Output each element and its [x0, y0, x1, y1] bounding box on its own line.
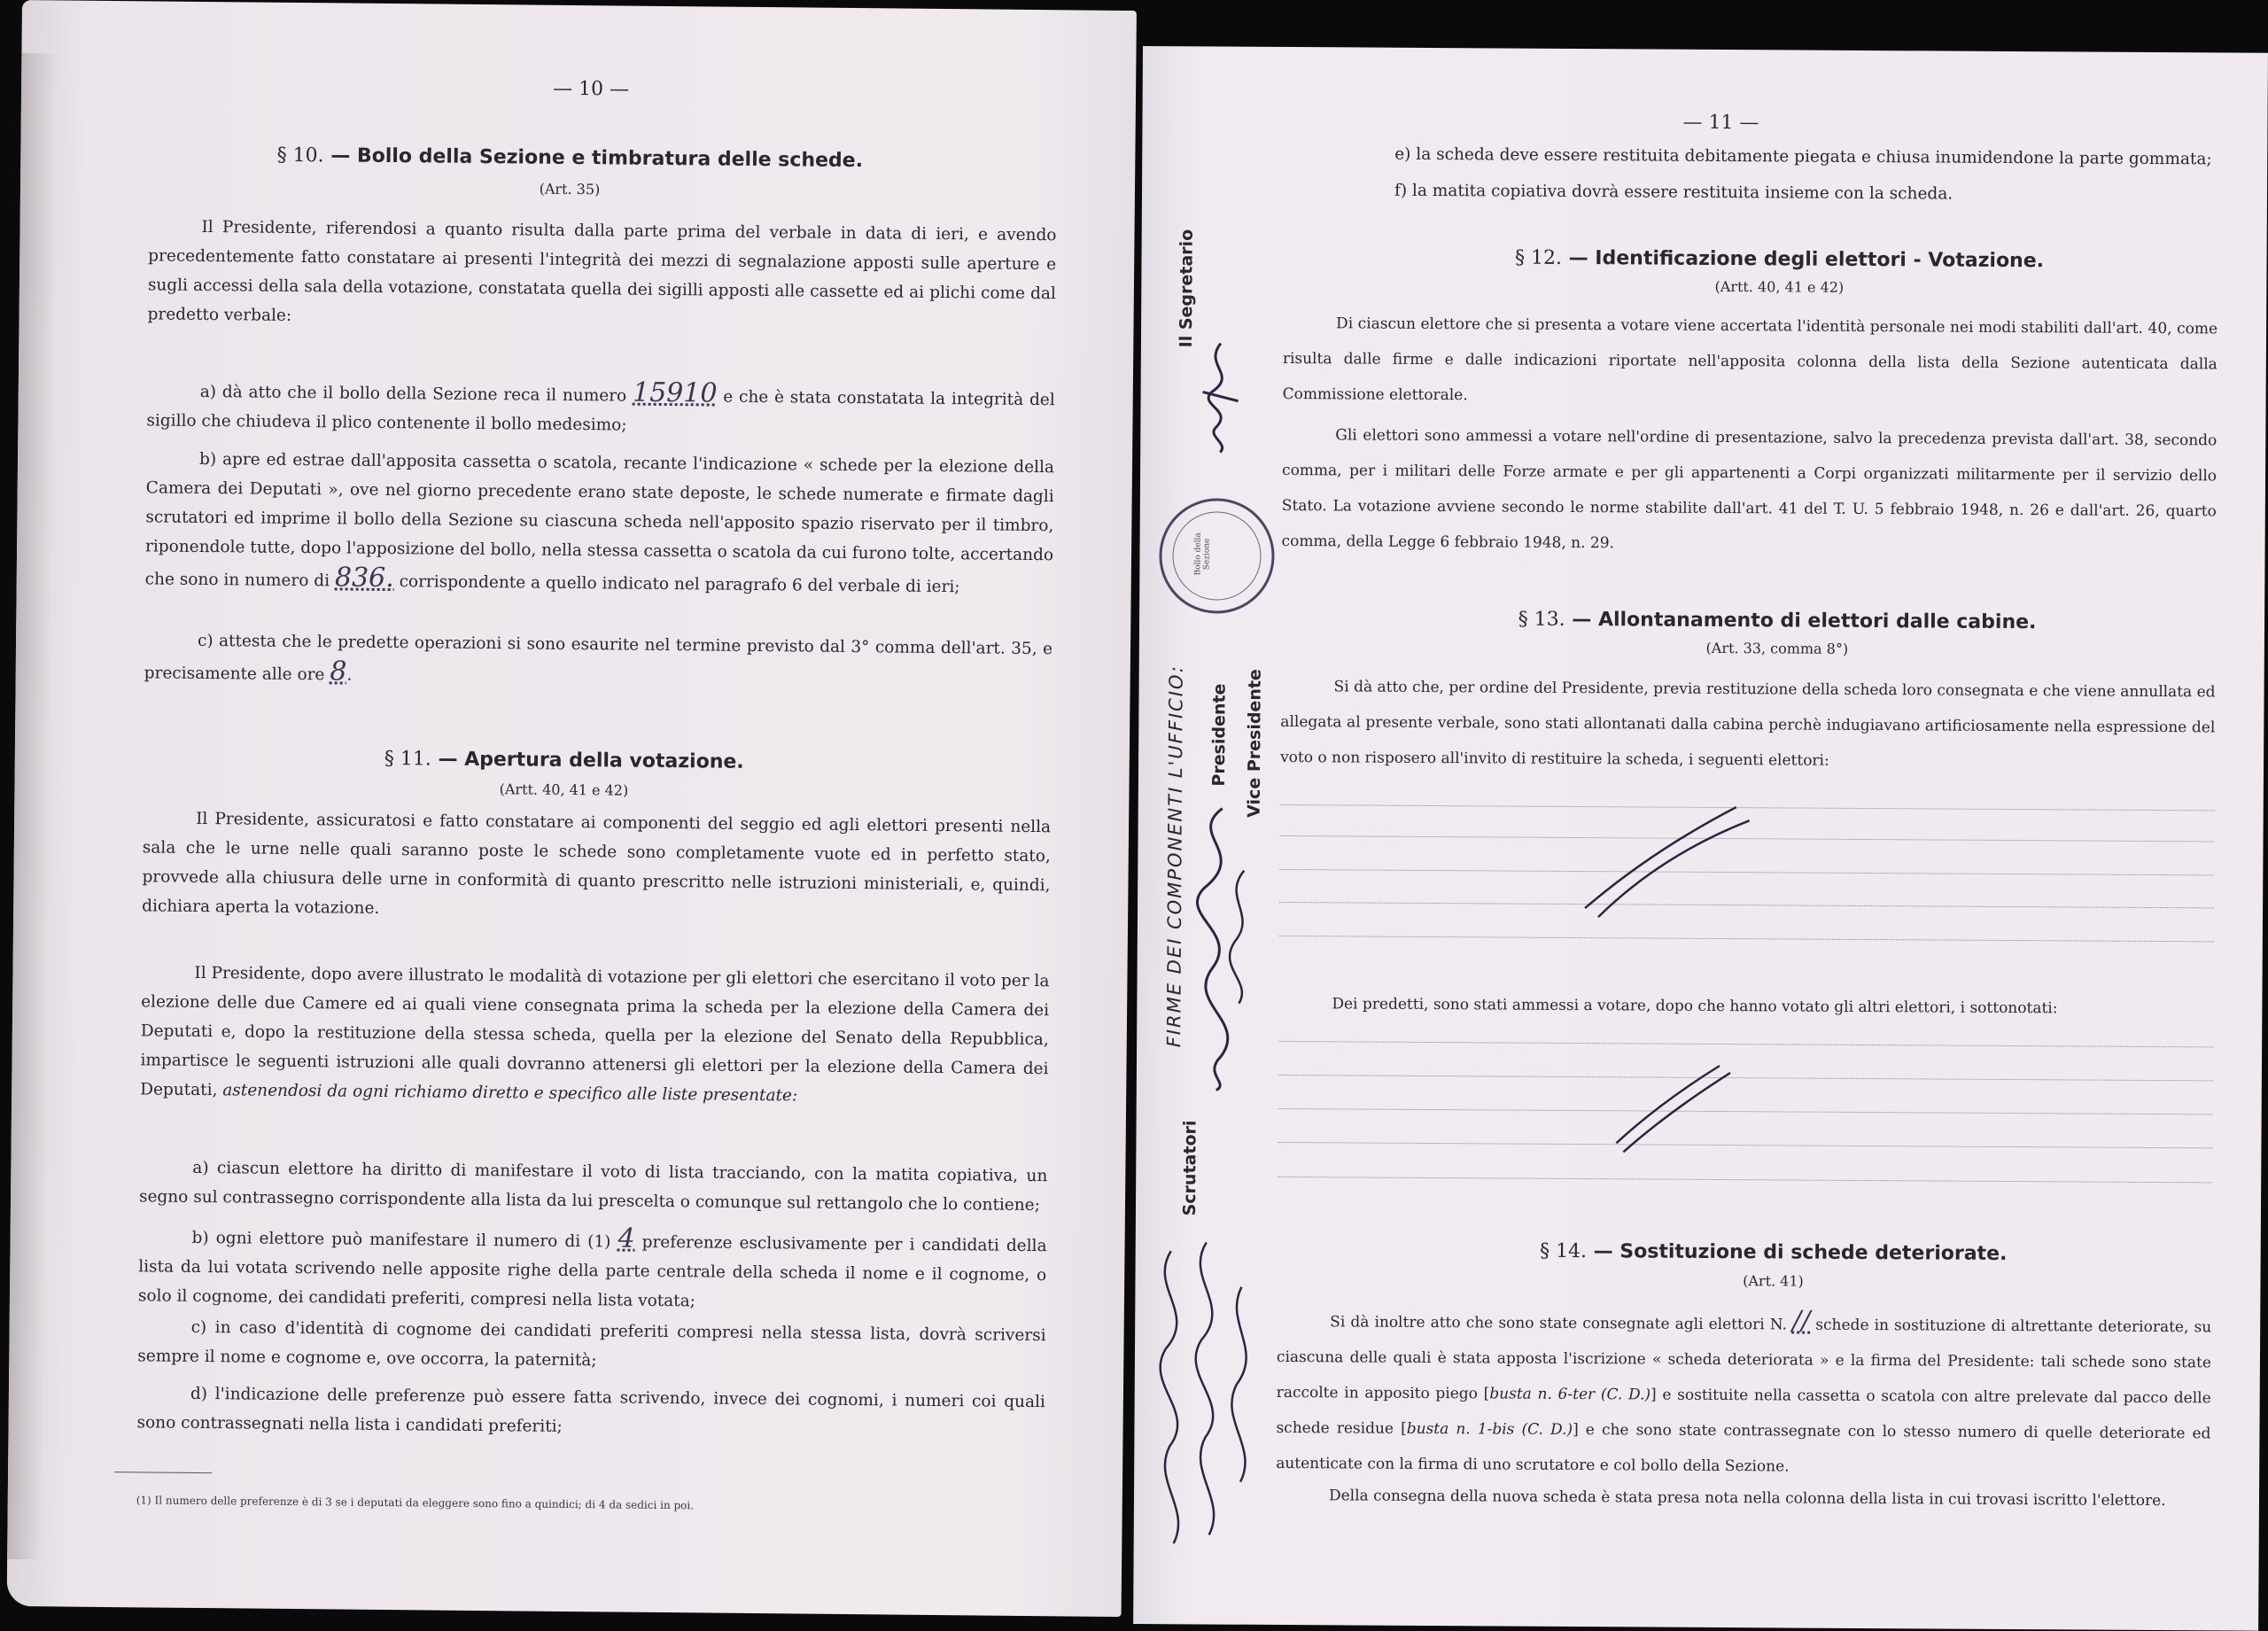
- page-number: — 11 —: [1682, 111, 1759, 135]
- item-c-end: .: [346, 665, 353, 685]
- stamp-text: Bollo della Sezione: [1193, 532, 1212, 576]
- section-12-heading: [1318, 245, 2240, 273]
- right-page: [1133, 46, 2268, 1631]
- section-13-ref: (Art. 33, comma 8°): [1705, 639, 1849, 657]
- section-number: § 13.: [1518, 608, 1565, 631]
- section-title: — Identificazione degli elettori - Votazione.: [1568, 246, 2045, 273]
- preferences-field[interactable]: 4: [617, 1223, 635, 1254]
- section-12-p1: Di ciascun elettore che si presenta a votare viene accertata l'identità personale nei modi stabiliti dall'art. 40, come risulta dalle firme e dalle indicazioni riportate nell'apposita colonna della lista della Sezione autenticata dalla Commissione elettorale.: [1282, 315, 2218, 405]
- section-number: § 10.: [276, 144, 324, 167]
- section-13-p1: Si dà atto che, per ordine del Presidente, previa restituzione della scheda loro consegnata e che viene annullata ed allegata al presente verbale, sono stati allontanati dalla cabina perchè indugiavano artificiosamente nella espressione del voto o non risposero all'invito di restituire la scheda, i seguenti elettori:: [1280, 678, 2216, 770]
- section-stamp: [1159, 498, 1275, 614]
- section-11-ref: (Artt. 40, 41 e 42): [499, 781, 629, 799]
- page-number: — 10 —: [552, 77, 630, 101]
- footnote-rule: [114, 1472, 212, 1473]
- left-page: [7, 0, 1137, 1617]
- section-10-intro: Il Presidente, riferendosi a quanto risulta dalla parte prima del verbale in data di ieri, e avendo precedentemente fatto constatare ai presenti l'integrità dei mezzi di segnalazione apposti sulle aperture e sugli accessi della sala della votazione, constatata quella dei sigilli apposti alle cassette ed ai plichi come dal predetto verbale:: [147, 217, 1057, 325]
- label-scrutatori: Scrutatori: [1179, 1120, 1200, 1216]
- dotted-line: [1278, 1177, 2212, 1183]
- p1-text: Si dà inoltre atto che sono state consegnate agli elettori N.: [1330, 1313, 1787, 1334]
- p1-italic-1: busta n. 6-ter (C. D.): [1489, 1385, 1651, 1404]
- signature-presidente: [1168, 799, 1267, 1092]
- section-11-intro: Il Presidente, assicuratosi e fatto constatare ai componenti del seggio ed agli elettori presenti nella sala che le urne nelle quali saranno poste le schede sono completamente vuote ed in perfetto stato, provvede alla chiusura delle urne in conformità di quanto prescritto nelle istruzioni ministeriali, e, quindi, dichiara aperta la votazione.: [142, 809, 1052, 918]
- strikethrough-mark: [1614, 1063, 1739, 1161]
- stamp-number-field[interactable]: 15910: [632, 377, 718, 409]
- dotted-line: [1278, 1075, 2213, 1081]
- section-12-p2: Gli elettori sono ammessi a votare nell'ordine di presentazione, salvo la precedenza prevista dall'art. 38, secondo comma, per i militari delle Forze armate e per gli appartenenti a Corpi organizzati militarmente per il servizio dello Stato. La votazione avviene secondo le norme stabilite dall'art. 41 del T. U. 5 febbraio 1948, n. 26 e dall'art. 26, quarto comma, della Legge 6 febbraio 1948, n. 29.: [1281, 426, 2218, 553]
- section-11-item-b: [138, 1219, 1047, 1319]
- section-11-item-a: a) ciascun elettore ha diritto di manifestare il voto di lista tracciando, con la matita copiativa, un segno sul contrassegno corrispondente alla lista da lui prescelta o comunque sul rettangolo che lo contiene;: [138, 1158, 1048, 1215]
- section-11-item-d: d) l'indicazione delle preferenze può essere fatta scrivendo, invece dei cognomi, i numeri coi quali sono contrassegnati nella lista i candidati preferiti;: [136, 1384, 1045, 1436]
- label-segretario: Il Segretario: [1176, 229, 1197, 348]
- section-title: — Apertura della votazione.: [438, 748, 744, 773]
- p1-text-4: ] e che sono state contrassegnate con lo stesso numero di quelle deteriorate ed autenticate con la firma di uno scrutatore e col bollo della Sezione.: [1276, 1420, 2211, 1476]
- item-b-text-end: preferenze esclusivamente per i candidati della lista da lui votata scrivendo nelle apposite righe della parte centrale della scheda il nome e il cognome, o solo il cognome, dei candidati preferiti, compresi nella lista votata;: [137, 1232, 1047, 1311]
- section-title: — Allontanamento di elettori dalle cabine.: [1572, 608, 2037, 634]
- section-13-p2: Dei predetti, sono stati ammessi a votare, dopo che hanno votato gli altri elettori, i sottonotati:: [1332, 995, 2058, 1018]
- section-11-item-c: c) in caso d'identità di cognome dei candidati preferiti compresi nella stessa lista, dovrà scriversi sempre il nome e cognome e, ove occorra, la paternità;: [137, 1317, 1046, 1371]
- item-b-text: b) ogni elettore può manifestare il numero di (1): [191, 1228, 611, 1252]
- item-a-text-end: e che è stata constatata la integrità del sigillo che chiudeva il plico contenente il bollo medesimo;: [146, 387, 1055, 435]
- section-10-item-a: [146, 373, 1055, 444]
- item-c-text: c) attesta che le predette operazioni si sono esaurite nel termine previsto dal 3° comma dell'art. 35, e precisamente alle ore: [144, 631, 1053, 685]
- label-presidente: Presidente: [1208, 683, 1230, 787]
- dotted-line: [1278, 1108, 2213, 1115]
- section-11-instructions: [140, 958, 1050, 1113]
- time-field[interactable]: 8: [330, 656, 347, 687]
- section-13-heading: [1317, 607, 2238, 634]
- section-title: — Bollo della Sezione e timbratura delle schede.: [330, 144, 864, 173]
- section-title: — Sostituzione di schede deteriorate.: [1593, 1240, 2008, 1265]
- stamp-inner-ring: [1172, 511, 1262, 601]
- section-14-p1: [1276, 1301, 2211, 1487]
- p1-text-2: schede in sostituzione di altrettante deteriorate, su ciascuna delle quali è stata apposta l'iscrizione « scheda deteriorata » e la firma del Presidente: tali schede sono state raccolte in apposito piego [: [1276, 1316, 2212, 1403]
- section-10-heading: [127, 143, 1013, 174]
- item-f: f) la matita copiativa dovrà essere restituita insieme con la scheda.: [1394, 181, 1953, 204]
- dotted-line: [1278, 1142, 2212, 1148]
- item-b-text: b) apre ed estrae dall'apposita cassetta o scatola, recante l'indicazione « schede per la elezione della Camera dei Deputati », ove nel giorno precedente erano state deposte, le schede numerate e firmate dagli scrutatori ed imprime il bollo della Sezione su ciascuna scheda nell'apposito spazio riservato per il timbro, riponendole tutte, dopo l'apposizione del bollo, nella stessa cassetta o scatola da cui furono tolte, accertando che sono in numero di: [144, 449, 1055, 591]
- instructions-text: Il Presidente, dopo avere illustrato le modalità di votazione per gli elettori che esercitano il voto per la elezione delle due Camere ed ai quali viene consegnata prima la scheda per la elezione della Camera dei Deputati e, dopo la restituzione della stessa scheda, quella per la elezione del Senato della Repubblica, impartisce le seguenti istruzioni alle quali dovranno attenersi gli elettori per la elezione della Camera dei Deputati,: [140, 963, 1050, 1100]
- section-11-heading: [121, 745, 1007, 776]
- replaced-ballots-field[interactable]: //: [1791, 1305, 1811, 1337]
- dotted-line: [1279, 936, 2214, 942]
- section-number: § 14.: [1539, 1239, 1588, 1263]
- section-10-item-b: [145, 444, 1055, 602]
- section-10-item-c: [144, 625, 1053, 696]
- section-10-ref: (Art. 35): [539, 180, 601, 198]
- strikethrough-mark: [1581, 802, 1759, 927]
- signatures-title: FIRME DEI COMPONENTI L'UFFICIO:: [1163, 664, 1187, 1048]
- signature-segretario: [1193, 338, 1247, 454]
- footnote: (1) Il numero delle preferenze è di 3 se i deputati da eleggere sono fino a quindici; di 4 da sedici in poi.: [136, 1494, 695, 1512]
- ballot-count-field[interactable]: 836.: [334, 562, 394, 594]
- section-number: § 11.: [384, 747, 431, 771]
- page-edge: [7, 53, 57, 1559]
- p1-italic-2: busta n. 1-bis (C. D.): [1406, 1419, 1573, 1439]
- item-b-text-end: corrispondente a quello indicato nel paragrafo 6 del verbale di ieri;: [399, 572, 960, 597]
- item-a-text: a) dà atto che il bollo della Sezione reca il numero: [199, 382, 627, 406]
- signature-scrutatori: [1143, 1233, 1269, 1562]
- dotted-line: [1278, 1041, 2213, 1047]
- section-14-ref: (Art. 41): [1743, 1272, 1804, 1290]
- label-vice-presidente: Vice Presidente: [1244, 669, 1265, 818]
- section-14-heading: [1313, 1239, 2234, 1266]
- section-14-p2: Della consegna della nuova scheda è stata presa nota nella colonna della lista in cui trovasi iscritto l'elettore.: [1328, 1487, 2166, 1511]
- p1-text-3: ] e sostituite nella cassetta o scatola con altre prelevate dal pacco delle schede residue [: [1276, 1386, 2211, 1438]
- section-12-ref: (Artt. 40, 41 e 42): [1714, 277, 1845, 296]
- item-e: e) la scheda deve essere restituita debitamente piegata e chiusa inumidendone la parte gommata;: [1394, 144, 2212, 169]
- section-number: § 12.: [1514, 246, 1563, 269]
- instructions-italic: astenendosi da ogni richiamo diretto e specifico alle liste presentate:: [222, 1081, 798, 1106]
